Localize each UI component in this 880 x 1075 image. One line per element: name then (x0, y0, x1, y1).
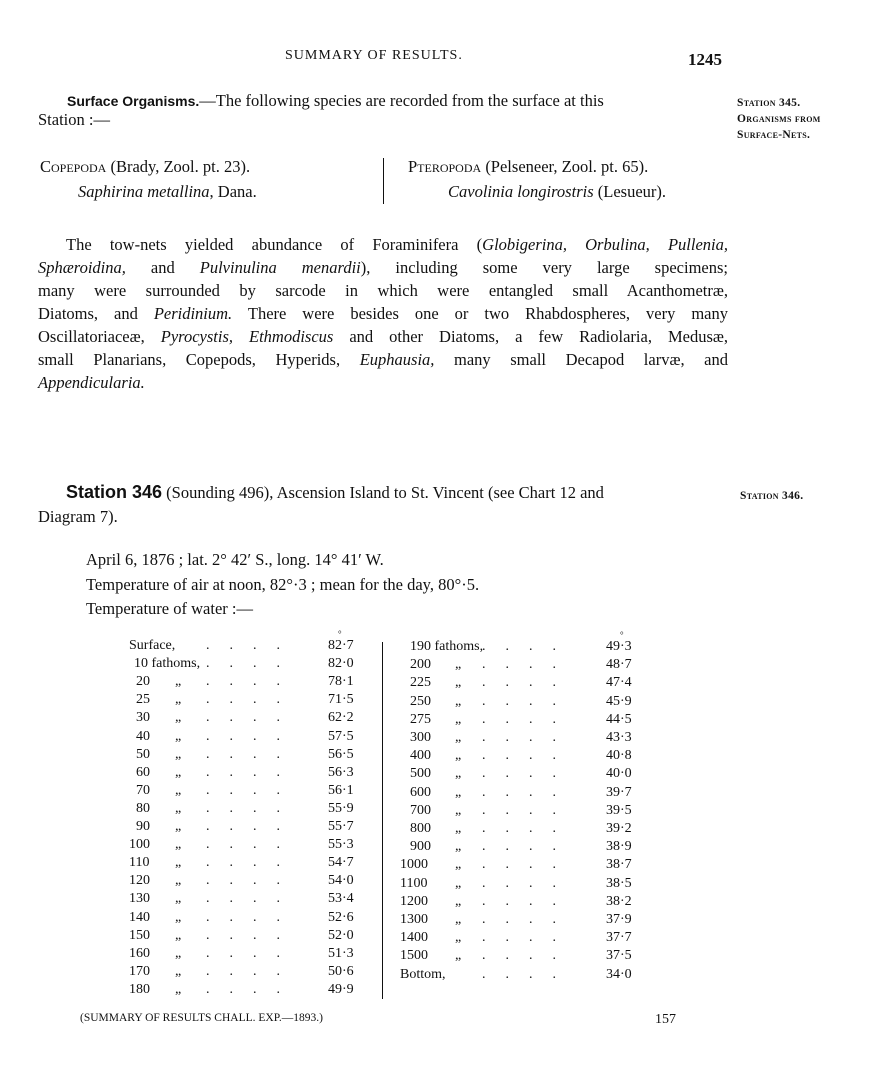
depth-cell: 80 (136, 800, 150, 816)
temperature-cell: 37·9 (606, 912, 632, 927)
depth-cell: 600 (410, 784, 431, 800)
leader-dots: .... (482, 766, 576, 782)
depth-cell: 1000 (400, 857, 428, 873)
depth-cell: 300 (410, 730, 431, 745)
depth-cell: 160 (129, 945, 150, 961)
ditto-mark: „ (175, 764, 182, 780)
ditto-mark: „ (175, 837, 182, 853)
station-346-title: Station 346 (66, 482, 163, 502)
leader-dots: .... (482, 875, 576, 891)
temperature-cell: 38·9 (606, 839, 632, 855)
temperature-cell: 49·3 (606, 639, 632, 654)
temperature-cell: 78·1 (328, 674, 354, 690)
temperature-cell: 39·7 (606, 784, 632, 800)
text-run: and (125, 258, 200, 277)
leader-dots: .... (206, 891, 300, 907)
table-column-divider (382, 642, 383, 999)
temperature-cell: 37·7 (606, 930, 632, 946)
leader-dots: .... (482, 948, 576, 964)
degree-mark: ° (620, 630, 624, 640)
ditto-mark: „ (175, 746, 182, 762)
ditto-mark: „ (175, 692, 182, 708)
leader-dots: .... (206, 837, 300, 853)
surface-intro-line2: Station :— (38, 110, 110, 129)
temperature-cell: 55·9 (328, 800, 354, 816)
text-run: Diatoms, and (38, 304, 154, 323)
text-run: Sphæroidina, (38, 258, 126, 277)
copepoda-entry (40, 155, 250, 178)
ditto-mark: „ (455, 912, 462, 927)
temperature-cell: 54·7 (328, 855, 354, 871)
temperature-cell: 39·2 (606, 821, 632, 836)
leader-dots: .... (206, 692, 300, 708)
leader-dots: .... (482, 821, 576, 836)
pteropoda-species-entry (448, 180, 666, 203)
ditto-mark: „ (175, 782, 182, 798)
ditto-mark: „ (455, 930, 462, 946)
depth-cell: 190 fathoms, (410, 639, 484, 654)
depth-cell: Surface, (129, 638, 176, 653)
copepoda-species: Saphirina metallina (78, 182, 210, 201)
temperature-cell: 56·5 (328, 746, 354, 762)
temperature-cell: 43·3 (606, 730, 632, 745)
ditto-mark: „ (175, 855, 182, 871)
footer-publication-note: (SUMMARY OF RESULTS CHALL. EXP.—1893.) (80, 1012, 323, 1024)
paragraph-line (38, 348, 728, 371)
leader-dots: .... (206, 963, 300, 979)
ditto-mark: „ (455, 857, 462, 873)
column-divider (383, 158, 384, 204)
text-run: and other Diatoms, a few Radiolaria, Medusæ, (333, 327, 728, 346)
depth-cell: 180 (129, 981, 150, 997)
depth-cell: 10 fathoms, (134, 656, 201, 672)
depth-cell: 800 (410, 821, 431, 836)
paragraph-line (38, 233, 728, 256)
depth-cell: 50 (136, 746, 150, 762)
leader-dots: .... (482, 966, 576, 982)
depth-cell: 20 (136, 674, 150, 690)
leader-dots: .... (482, 839, 576, 855)
ditto-mark: „ (455, 675, 462, 691)
leader-dots: .... (482, 784, 576, 800)
depth-cell: Bottom, (400, 966, 446, 982)
leader-dots: .... (206, 873, 300, 889)
ditto-mark: „ (455, 711, 462, 727)
copepoda-species-entry (78, 180, 257, 203)
ditto-mark: „ (175, 963, 182, 979)
temperature-cell: 71·5 (328, 692, 354, 708)
depth-cell: 250 (410, 693, 431, 709)
leader-dots: .... (206, 927, 300, 943)
temperature-cell: 52·0 (328, 927, 354, 943)
depth-cell: 275 (410, 711, 431, 727)
temperature-cell: 51·3 (328, 945, 354, 961)
depth-cell: 120 (129, 873, 150, 889)
temperature-cell: 48·7 (606, 657, 632, 673)
depth-cell: 1500 (400, 948, 428, 964)
leader-dots: .... (206, 638, 300, 653)
leader-dots: .... (482, 693, 576, 709)
depth-cell: 70 (136, 782, 150, 798)
ditto-mark: „ (455, 766, 462, 782)
temperature-cell: 47·4 (606, 675, 632, 691)
text-run: Appendicularia. (38, 373, 145, 392)
page-number: 1245 (688, 50, 722, 69)
ditto-mark: „ (175, 891, 182, 907)
ditto-mark: „ (175, 728, 182, 744)
ditto-mark: „ (455, 875, 462, 891)
date-position-line: April 6, 1876 ; lat. 2° 42′ S., long. 14° 41′ W. (86, 550, 384, 569)
depth-cell: 150 (129, 927, 150, 943)
temperature-cell: 56·3 (328, 764, 354, 780)
depth-cell: 900 (410, 839, 431, 855)
copepoda-author: , Dana. (209, 182, 257, 201)
temperature-cell: 34·0 (606, 966, 632, 982)
text-run: ), including some very large specimens; (360, 258, 728, 277)
ditto-mark: „ (455, 821, 462, 836)
temperature-cell: 55·3 (328, 837, 354, 853)
depth-cell: 1100 (400, 875, 428, 891)
ditto-mark: „ (455, 693, 462, 709)
ditto-mark: „ (175, 945, 182, 961)
margin-note-line: Organisms from (737, 113, 821, 125)
depth-cell: 140 (129, 909, 150, 925)
station-346-subtitle: (Sounding 496), Ascension Island to St. Vincent (see Chart 12 and (162, 483, 604, 502)
depth-cell: 90 (136, 819, 150, 834)
depth-cell: 110 (129, 855, 150, 871)
temperature-cell: 38·5 (606, 875, 632, 891)
ditto-mark: „ (175, 873, 182, 889)
running-head: SUMMARY OF RESULTS. (285, 48, 463, 63)
ditto-mark: „ (175, 674, 182, 690)
leader-dots: .... (206, 746, 300, 762)
temperature-cell: 39·5 (606, 802, 632, 818)
station-346-heading (66, 481, 604, 504)
surface-organisms-intro (67, 89, 727, 113)
temperature-cell: 55·7 (328, 819, 354, 834)
temperature-cell: 38·7 (606, 857, 632, 873)
leader-dots: .... (482, 711, 576, 727)
temperature-cell: 44·5 (606, 711, 632, 727)
ditto-mark: „ (455, 748, 462, 764)
leader-dots: .... (482, 893, 576, 909)
temperature-cell: 82·7 (328, 638, 354, 653)
footer-signature-number: 157 (655, 1012, 676, 1027)
leader-dots: .... (482, 857, 576, 873)
ditto-mark: „ (175, 819, 182, 834)
paragraph-line (38, 256, 728, 279)
temperature-cell: 38·2 (606, 893, 632, 909)
margin-note-line: Surface-Nets. (737, 129, 811, 141)
pteropoda-label: Pteropoda (408, 157, 482, 176)
paragraph-line (38, 325, 728, 348)
ditto-mark: „ (455, 893, 462, 909)
leader-dots: .... (482, 912, 576, 927)
ditto-mark: „ (455, 730, 462, 745)
leader-dots: .... (482, 657, 576, 673)
ditto-mark: „ (175, 909, 182, 925)
text-run: Pulvinulina menardii (199, 258, 361, 277)
depth-cell: 200 (410, 657, 431, 673)
water-temperature-line: Temperature of water :— (86, 599, 253, 618)
tow-nets-paragraph (38, 233, 728, 394)
paragraph-line (38, 371, 728, 394)
depth-cell: 100 (129, 837, 150, 853)
ditto-mark: „ (175, 710, 182, 726)
leader-dots: .... (482, 748, 576, 764)
leader-dots: .... (206, 909, 300, 925)
pteropoda-author: (Lesueur). (593, 182, 667, 201)
leader-dots: .... (206, 656, 300, 672)
temperature-cell: 49·9 (328, 981, 354, 997)
surface-organisms-heading: Surface Organisms. (67, 93, 200, 109)
ditto-mark: „ (175, 800, 182, 816)
leader-dots: .... (206, 855, 300, 871)
ditto-mark: „ (175, 927, 182, 943)
temperature-cell: 52·6 (328, 909, 354, 925)
leader-dots: .... (206, 800, 300, 816)
pteropoda-entry (408, 155, 648, 178)
leader-dots: .... (206, 728, 300, 744)
leader-dots: .... (206, 782, 300, 798)
paragraph-line: many were surrounded by sarcode in which were entangled small Acanthometræ, (38, 281, 728, 300)
depth-cell: 60 (136, 764, 150, 780)
leader-dots: .... (206, 710, 300, 726)
temperature-cell: 54·0 (328, 873, 354, 889)
leader-dots: .... (206, 981, 300, 997)
text-run: Pyrocystis, Ethmodiscus (160, 327, 334, 346)
copepoda-reference: (Brady, Zool. pt. 23). (106, 157, 251, 176)
depth-cell: 1200 (400, 893, 428, 909)
ditto-mark: „ (175, 981, 182, 997)
ditto-mark: „ (455, 839, 462, 855)
temperature-cell: 62·2 (328, 710, 354, 726)
text-run: There were besides one or two Rhabdospheres, very many (232, 304, 728, 323)
ditto-mark: „ (455, 657, 462, 673)
air-temperature-line: Temperature of air at noon, 82°·3 ; mean for the day, 80°·5. (86, 575, 480, 594)
station-346-heading-line2: Diagram 7). (38, 507, 118, 526)
depth-cell: 130 (129, 891, 150, 907)
temperature-cell: 50·6 (328, 963, 354, 979)
leader-dots: .... (482, 930, 576, 946)
depth-cell: 1400 (400, 930, 428, 946)
temperature-cell: 45·9 (606, 693, 632, 709)
leader-dots: .... (482, 802, 576, 818)
depth-cell: 500 (410, 766, 431, 782)
leader-dots: .... (206, 819, 300, 834)
depth-cell: 700 (410, 802, 431, 818)
surface-intro-text: —The following species are recorded from the surface at this (199, 91, 604, 110)
temperature-cell: 40·8 (606, 748, 632, 764)
ditto-mark: „ (455, 948, 462, 964)
leader-dots: .... (206, 674, 300, 690)
temperature-cell: 57·5 (328, 728, 354, 744)
depth-cell: 170 (129, 963, 150, 979)
paragraph-line (38, 302, 728, 325)
text-run: small Planarians, Copepods, Hyperids, (38, 350, 360, 369)
ditto-mark: „ (455, 784, 462, 800)
temperature-cell: 40·0 (606, 766, 632, 782)
text-run: many small Decapod larvæ, and (434, 350, 729, 369)
leader-dots: .... (206, 945, 300, 961)
pteropoda-species: Cavolinia longirostris (448, 182, 594, 201)
temperature-cell: 37·5 (606, 948, 632, 964)
margin-note-station-345 (737, 95, 821, 143)
copepoda-label: Copepoda (40, 157, 107, 176)
leader-dots: .... (482, 675, 576, 691)
text-run: Globigerina, Orbulina, Pullenia, (482, 235, 728, 254)
margin-note-station-346: Station 346. (740, 490, 804, 502)
temperature-cell: 82·0 (328, 656, 354, 672)
margin-note-line: Station 345. (737, 97, 801, 109)
ditto-mark: „ (455, 802, 462, 818)
text-run: The tow-nets yielded abundance of Foraminifera ( (66, 235, 483, 254)
depth-cell: 30 (136, 710, 150, 726)
leader-dots: .... (206, 764, 300, 780)
depth-cell: 225 (410, 675, 431, 691)
pteropoda-reference: (Pelseneer, Zool. pt. 65). (481, 157, 649, 176)
text-run: Oscillatoriaceæ, (38, 327, 161, 346)
text-run: Peridinium. (153, 304, 233, 323)
depth-cell: 400 (410, 748, 431, 764)
leader-dots: .... (482, 730, 576, 745)
temperature-cell: 53·4 (328, 891, 354, 907)
leader-dots: .... (482, 639, 576, 654)
degree-mark: ° (338, 629, 342, 639)
depth-cell: 40 (136, 728, 150, 744)
depth-cell: 25 (136, 692, 150, 708)
depth-cell: 1300 (400, 912, 428, 927)
temperature-cell: 56·1 (328, 782, 354, 798)
text-run: Euphausia, (359, 350, 435, 369)
